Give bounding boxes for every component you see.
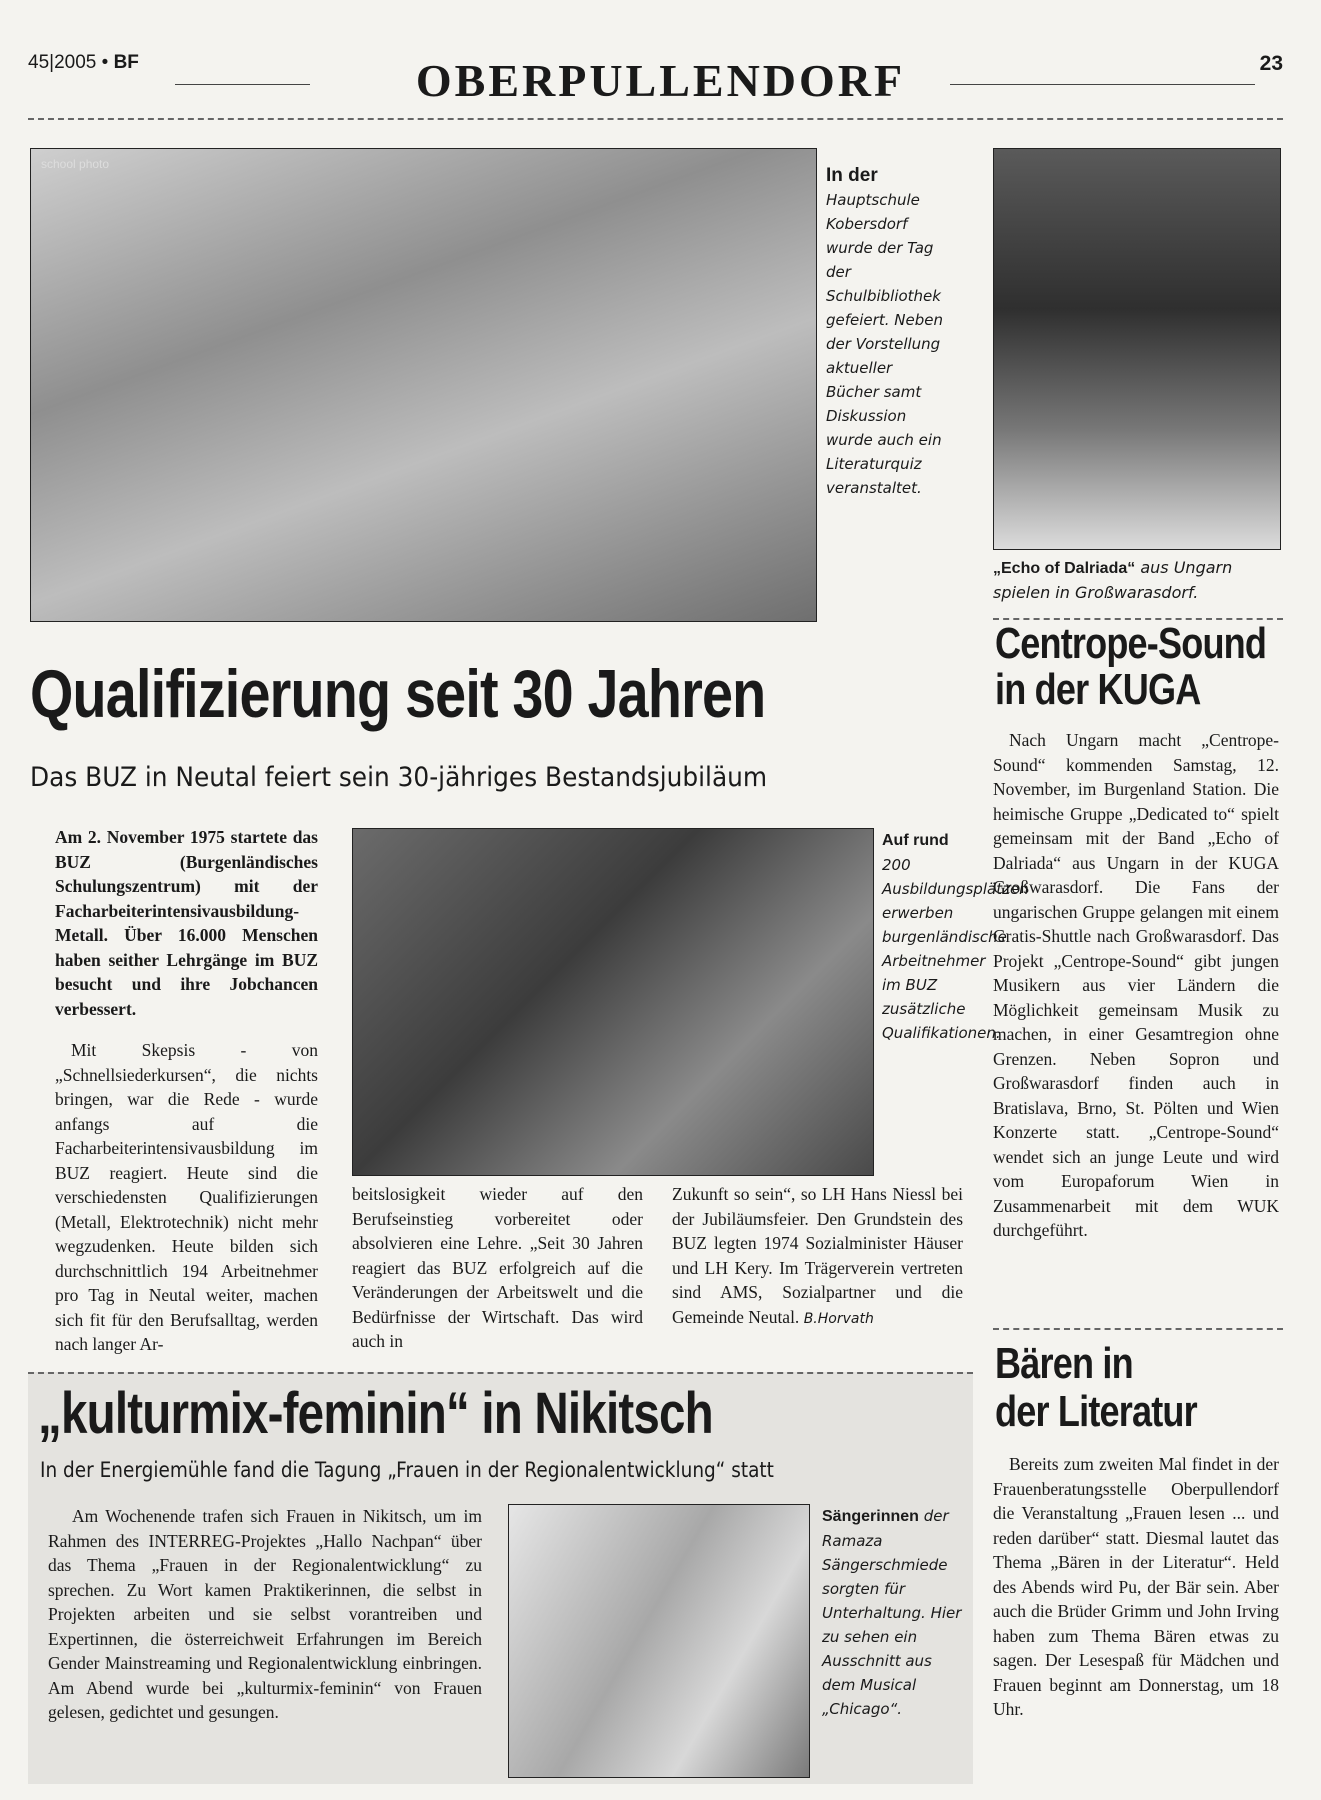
headline-baeren: Bären in der Literatur [995, 1339, 1197, 1436]
body-baeren: Bereits zum zweiten Mal findet in der Frauenberatungsstelle Oberpullendorf die Veranstaltung „Frauen lesen ... und reden darüber“ statt. Diesmal lautet das Thema „Bären in der Literatur“. Held des Abends wird Pu, der Bär sein. Aber auch die Brüder Grimm und John Irving haben zum Thema Bären etwas zu sagen. Der Lesespaß für Mädchen und Frauen beginnt am Donnerstag, um 18 Uhr. [993, 1454, 1279, 1719]
body-col-1: Mit Skepsis - von „Schnellsiederkursen“, die nichts bringen, war die Rede - wurde anfangs auf die Facharbeiterintensivausbildung im BUZ reagiert. Heute sind die verschiedensten Qualifizierungen (Metall, Elektrotechnik) nicht mehr wegzudenken. Heute bilden sich durchschnittlich 194 Arbeitnehmer pro Tag in Neutal weiter, machen sich fit für den Berufsalltag, werden nach langer Ar- [55, 1040, 318, 1354]
body-col-2: beitslosigkeit wieder auf den Berufseinstieg vorbereitet oder absolvieren eine Lehre. „Seit 30 Jahren reagiert das BUZ erfolgreich auf die Veränderungen der Arbeitswelt und die Bedürfnisse der Wirtschaft. Das wird auch in [352, 1184, 643, 1351]
header-rule-right [950, 84, 1255, 85]
header-divider [28, 118, 1283, 120]
caption-workshop: Auf rund 200 Ausbildungsplätzen erwerben burgenländische Arbeitnehmer im BUZ zusätzliche Qualifikationen. [882, 832, 1029, 1042]
issue-label: 45|2005 • BF [28, 52, 139, 73]
body-col-3: Zukunft so sein“, so LH Hans Niessl bei der Jubiläumsfeier. Den Grundstein des BUZ legten 1974 Sozialminister Häuser und LH Kery. Im Trägerverein vertreten sind AMS, Sozialpartner und die Gemeinde Neutal. B.Horvath [672, 1184, 963, 1327]
issue-number: 45|2005 [28, 52, 97, 73]
headline-qualifizierung: Qualifizierung seit 30 Jahren [30, 656, 766, 732]
lead-paragraph: Am 2. November 1975 startete das BUZ (Burgenländisches Schulungszentrum) mit der Facharbeiterintensivausbildung-Metall. Über 16.000 Menschen haben seither Lehrgänge im BUZ besucht und ihre Jobchancen verbessert. [55, 827, 318, 1019]
author-credit: B.Horvath [803, 1310, 874, 1327]
photo-school-library: school photo [30, 148, 817, 622]
bottom-divider [28, 1372, 973, 1374]
caption-singers: Sängerinnen der Ramaza Sängerschmiede sorgten für Unterhaltung. Hier zu sehen ein Ausschnitt aus dem Musical „Chicago“. [822, 1507, 962, 1718]
caption-school-library: In der Hauptschule Kobersdorf wurde der Tag der Schulbibliothek gefeiert. Neben der Vorstellung aktueller Bücher samt Diskussion wurde auch ein Literaturquiz veranstaltet. [826, 165, 943, 497]
subhead-kulturmix: In der Energiemühle fand die Tagung „Frauen in der Regionalentwicklung“ statt [40, 1458, 774, 1482]
photo-workshop [352, 828, 874, 1176]
body-centrope: Nach Ungarn macht „Centrope-Sound“ kommenden Samstag, 12. November, im Burgenland Station. Die heimische Gruppe „Dedicated to“ spielt gemeinsam mit der Band „Echo of Dalriada“ aus Ungarn in der KUGA Großwarasdorf. Die Fans der ungarischen Gruppe gelangen mit einem Gratis-Shuttle nach Großwarasdorf. Das Projekt „Centrope-Sound“ gibt jungen Musikern aus vier Ländern die Möglichkeit gemeinsam Musik zu machen, in einer Gesamtregion ohne Grenzen. Neben Sopron und Großwarasdorf finden auch in Bratislava, Brno, St. Pölten und Wien Konzerte statt. „Centrope-Sound“ wendet sich an junge Leute und wird vom Europaforum Wien in Zusammenarbeit mit dem WUK durchgeführt. [993, 730, 1279, 1240]
subhead-buz: Das BUZ in Neutal feiert sein 30-jähriges Bestandsjubiläum [30, 762, 768, 793]
photo-singers [508, 1504, 810, 1778]
photo-echo-of-dalriada [993, 148, 1281, 550]
right-divider-bottom [993, 1328, 1283, 1330]
headline-centrope: Centrope-Sound in der KUGA [995, 619, 1267, 714]
page-number: 23 [1259, 52, 1283, 75]
paper-name: BF [113, 52, 139, 73]
body-kulturmix: Am Wochenende trafen sich Frauen in Nikitsch, um im Rahmen des INTERREG-Projektes „Hallo Nachpan“ über das Thema „Frauen in der Regionalentwicklung“ zu sprechen. Zu Wort kamen Praktikerinnen, die selbst in Projekten arbeiten und sie selbst vorantreiben und Expertinnen, die österreichweit Erfahrungen im Bereich Gender Mainstreaming und Regionalentwicklung einbringen. Am Abend wurde bei „kulturmix-feminin“ von Frauen gelesen, gedichtet und gesungen. [48, 1506, 482, 1722]
caption-echo-of-dalriada: „Echo of Dalriada“ aus Ungarn spielen in Großwarasdorf. [993, 558, 1233, 602]
section-title: OBERPULLENDORF [415, 55, 906, 106]
headline-kulturmix: „kulturmix-feminin“ in Nikitsch [38, 1381, 713, 1446]
